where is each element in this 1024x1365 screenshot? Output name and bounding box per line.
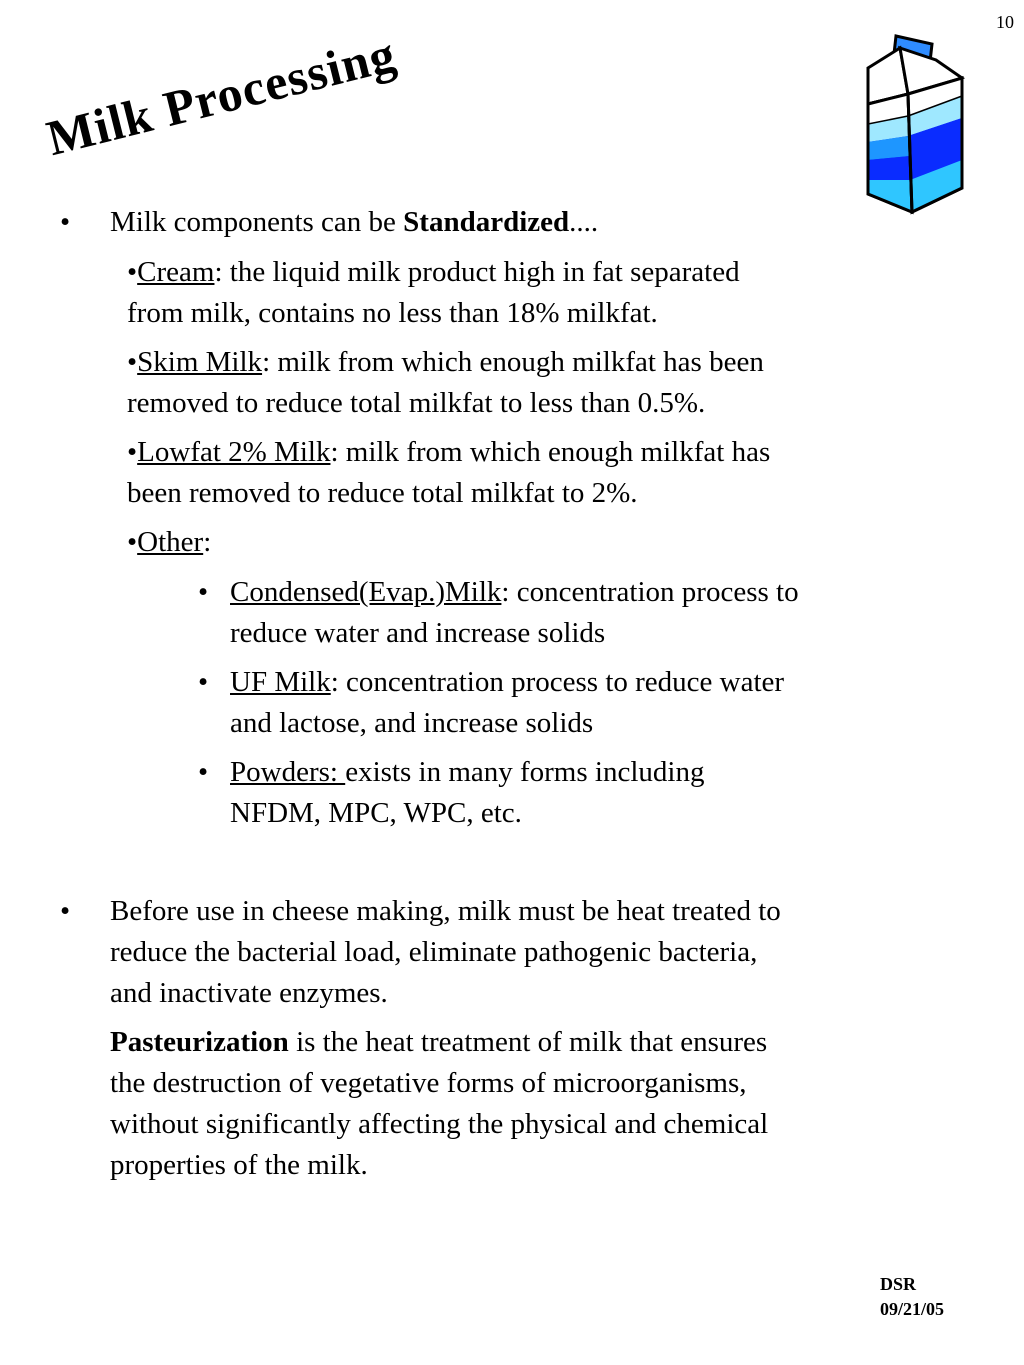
bullet-1-text xyxy=(110,202,598,243)
subitem-term: Powders: xyxy=(230,756,346,788)
item-line2: from milk, contains no less than 18% milkfat. xyxy=(127,297,658,329)
subitem-uf-milk xyxy=(230,662,930,744)
paragraph-line: without significantly affecting the physical and chemical xyxy=(110,1108,769,1140)
paragraph-line1: is the heat treatment of milk that ensures xyxy=(288,1026,768,1058)
item-term: Skim Milk xyxy=(137,346,263,378)
subitem-line2: NFDM, MPC, WPC, etc. xyxy=(230,797,522,829)
item-skim-milk xyxy=(127,342,917,424)
paragraph-line: the destruction of vegetative forms of microorganisms, xyxy=(110,1067,747,1099)
footer-date: 09/21/05 xyxy=(880,1299,945,1319)
subitem-line1: : concentration process to reduce water xyxy=(330,666,785,698)
subitem-line1: exists in many forms including xyxy=(345,756,705,788)
item-line2: removed to reduce total milkfat to less than 0.5%. xyxy=(127,387,706,419)
item-other xyxy=(127,522,211,563)
bullet-1-post: .... xyxy=(569,206,599,238)
item-marker: • xyxy=(127,436,138,468)
page-number: 10 xyxy=(996,12,1014,32)
item-marker: • xyxy=(127,346,138,378)
bullet-2-text xyxy=(110,891,930,1014)
item-term: Lowfat 2% Milk xyxy=(137,436,331,468)
bullet-2-line: and inactivate enzymes. xyxy=(110,977,388,1009)
subitem-marker: • xyxy=(198,756,209,788)
pasteurization-term: Pasteurization xyxy=(110,1026,289,1058)
subitem-line1: : concentration process to xyxy=(501,576,799,608)
bullet-marker: • xyxy=(60,206,71,238)
subitem-term: Condensed(Evap.)Milk xyxy=(230,576,502,608)
bullet-1-bold: Standardized xyxy=(403,206,570,238)
paragraph-line: properties of the milk. xyxy=(110,1149,368,1181)
milk-carton-icon xyxy=(860,34,968,216)
item-line1: : the liquid milk product high in fat separated xyxy=(214,256,740,288)
subitem-line2: reduce water and increase solids xyxy=(230,617,606,649)
bullet-2-line: reduce the bacterial load, eliminate pathogenic bacteria, xyxy=(110,936,758,968)
item-lowfat-milk xyxy=(127,432,917,514)
subitem-term: UF Milk xyxy=(230,666,331,698)
subitem-marker: • xyxy=(198,666,209,698)
subitem-powders xyxy=(230,752,930,834)
item-term: Cream xyxy=(137,256,215,288)
item-marker: • xyxy=(127,526,138,558)
item-term: Other xyxy=(137,526,204,558)
subitem-marker: • xyxy=(198,576,209,608)
footer xyxy=(880,1272,944,1322)
item-marker: • xyxy=(127,256,138,288)
slide-title: Milk Processing xyxy=(41,25,402,167)
item-line2: been removed to reduce total milkfat to 2%. xyxy=(127,477,638,509)
subitem-condensed-milk xyxy=(230,572,930,654)
item-line1: : milk from which enough milkfat has xyxy=(330,436,771,468)
item-cream xyxy=(127,252,917,334)
item-line1: : milk from which enough milkfat has been xyxy=(262,346,764,378)
bullet-2-line: Before use in cheese making, milk must be heat treated to xyxy=(110,895,781,927)
bullet-marker: • xyxy=(60,895,71,927)
pasteurization-paragraph xyxy=(110,1022,930,1186)
bullet-1-pre: Milk components can be xyxy=(110,206,404,238)
item-line1: : xyxy=(203,526,212,558)
footer-author: DSR xyxy=(880,1274,917,1294)
subitem-line2: and lactose, and increase solids xyxy=(230,707,594,739)
